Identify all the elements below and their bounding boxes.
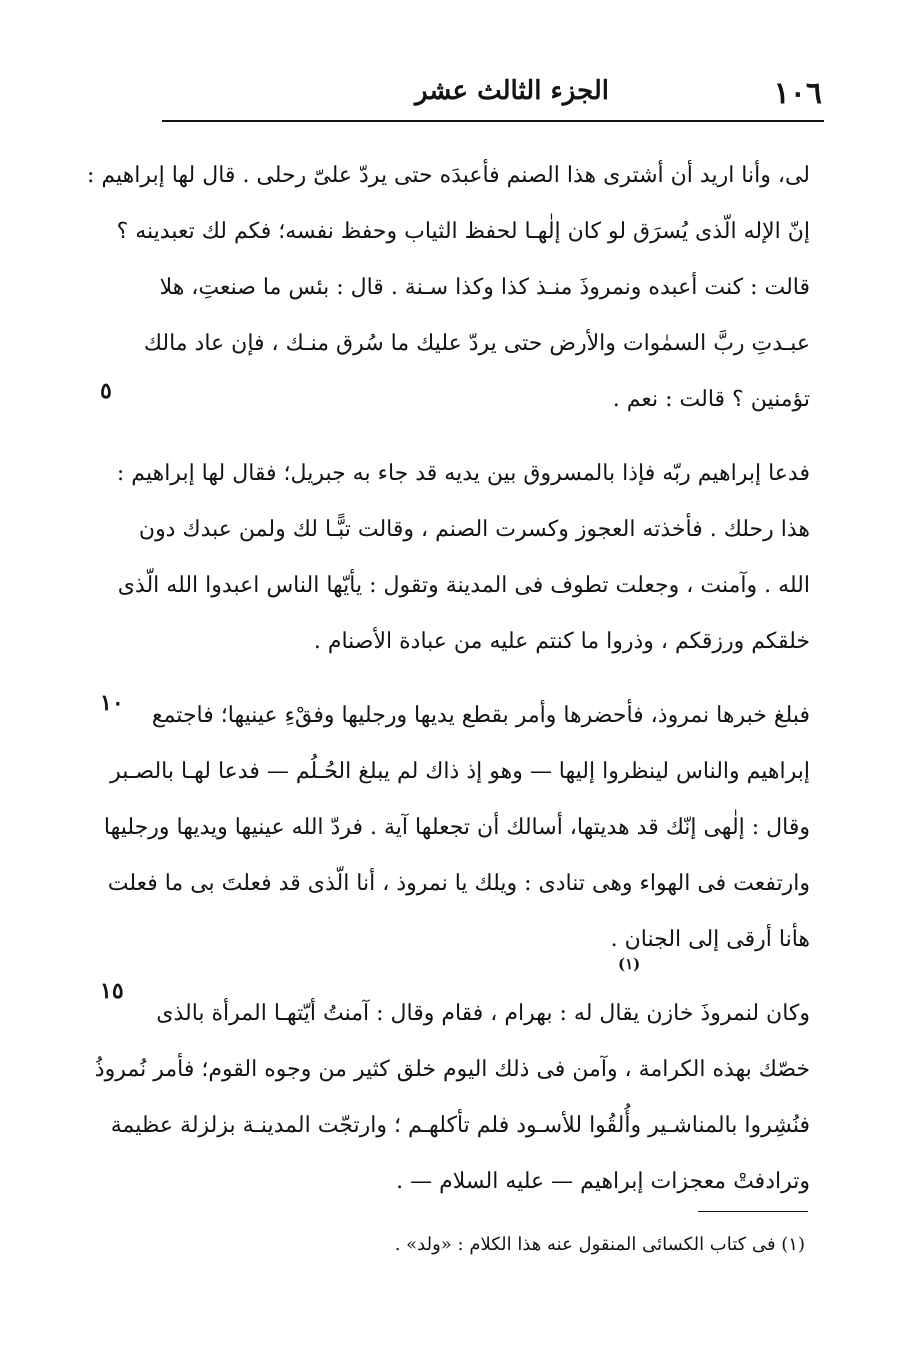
line-number-10: ١٠ [100,690,124,716]
text-line: إنّ الإله الّذى يُسرَق لو كان إلٰهـا لحفظ الثياب وحفظ نفسه؛ فكم لك تعبدينه ؟ [116,219,810,244]
text-line: تؤمنين ؟ قالت : نعم . [612,387,810,412]
page-header [162,74,822,120]
text-line: فنُشِروا بالمناشـير وأُلقُوا للأسـود فلم تأكلهـم ؛ وارتجّت المدينـة بزلزلة عظيمة [110,1113,810,1138]
text-line: وارتفعت فى الهواء وهى تنادى : ويلك يا نمروذ ، أنا الّذى قد فعلتَ بى ما فعلت [107,871,810,896]
text-line: فبلغ خبرها نمروذ، فأحضرها وأمر بقطع يديها ورجليها وفقْءِ عينيها؛ فاجتمع [151,703,810,728]
text-line: لى، وأنا اريد أن أشترى هذا الصنم فأعبدَه حتى يردّ علىّ رحلى . قال لها إبراهيم : [86,163,810,188]
text-line: عبـدتِ ربَّ السمٰوات والأرض حتى يردّ عليك ما سُرق منـك ، فإن عاد مالك [143,331,810,356]
text-line: هذا رحلك . فأخذته العجوز وكسرت الصنم ، وقالت تبًّـا لك ولمن عبدك دون [138,517,810,542]
running-head: الجزء الثالث عشر [414,76,610,106]
text-line: خصّك بهذه الكرامة ، وآمن فى ذلك اليوم خلق كثير من وجوه القوم؛ فأمر نُمروذُ [94,1057,810,1082]
footnote-marker: (١) [618,955,641,973]
page-number: ١٠٦ [773,76,822,111]
text-line: فدعا إبراهيم ربّه فإذا بالمسروق بين يديه قد جاء به جبريل؛ فقال لها إبراهيم : [116,461,810,486]
line-number-5: ٥ [100,378,112,404]
paragraph-1 [86,148,810,428]
text-line: وقال : إلٰهى إنّك قد هديتها، أسالك أن تجعلها آية . فردّ الله عينيها ويديها ورجليها [103,815,810,840]
text-line: وكان لنمروذَ خازن يقال له : بهرام ، فقام وقال : آمنتُ أيّتهـا المرأة بالذى [156,1001,810,1026]
text-line: إبراهيم والناس لينظروا إليها — وهو إذ ذاك لم يبلغ الحُـلُم — فدعا لهـا بالصـبر [110,759,810,784]
text-line: الله . وآمنت ، وجعلت تطوف فى المدينة وتقول : يأيّها الناس اعبدوا الله الّذى [117,573,810,598]
text-line: وترادفتْ معجزات إبراهيم — عليه السلام — . [396,1169,810,1194]
text-line: هأنا أرقى إلى الجنان . [610,927,810,952]
text-line: قالت : كنت أعبده ونمروذَ منـذ كذا وكذا سـنة . قال : بئس ما صنعتِ، هلا [159,275,810,300]
footnote-rule [698,1211,808,1212]
header-rule [162,120,824,122]
footnote: (١) فى كتاب الكسائى المنقول عنه هذا الكلام : «ولد» . [394,1234,805,1255]
text-line: خلقكم ورزقكم ، وذروا ما كنتم عليه من عبادة الأصنام . [313,629,810,654]
line-number-15: ١٥ [100,978,124,1004]
paragraph-2 [116,446,810,670]
